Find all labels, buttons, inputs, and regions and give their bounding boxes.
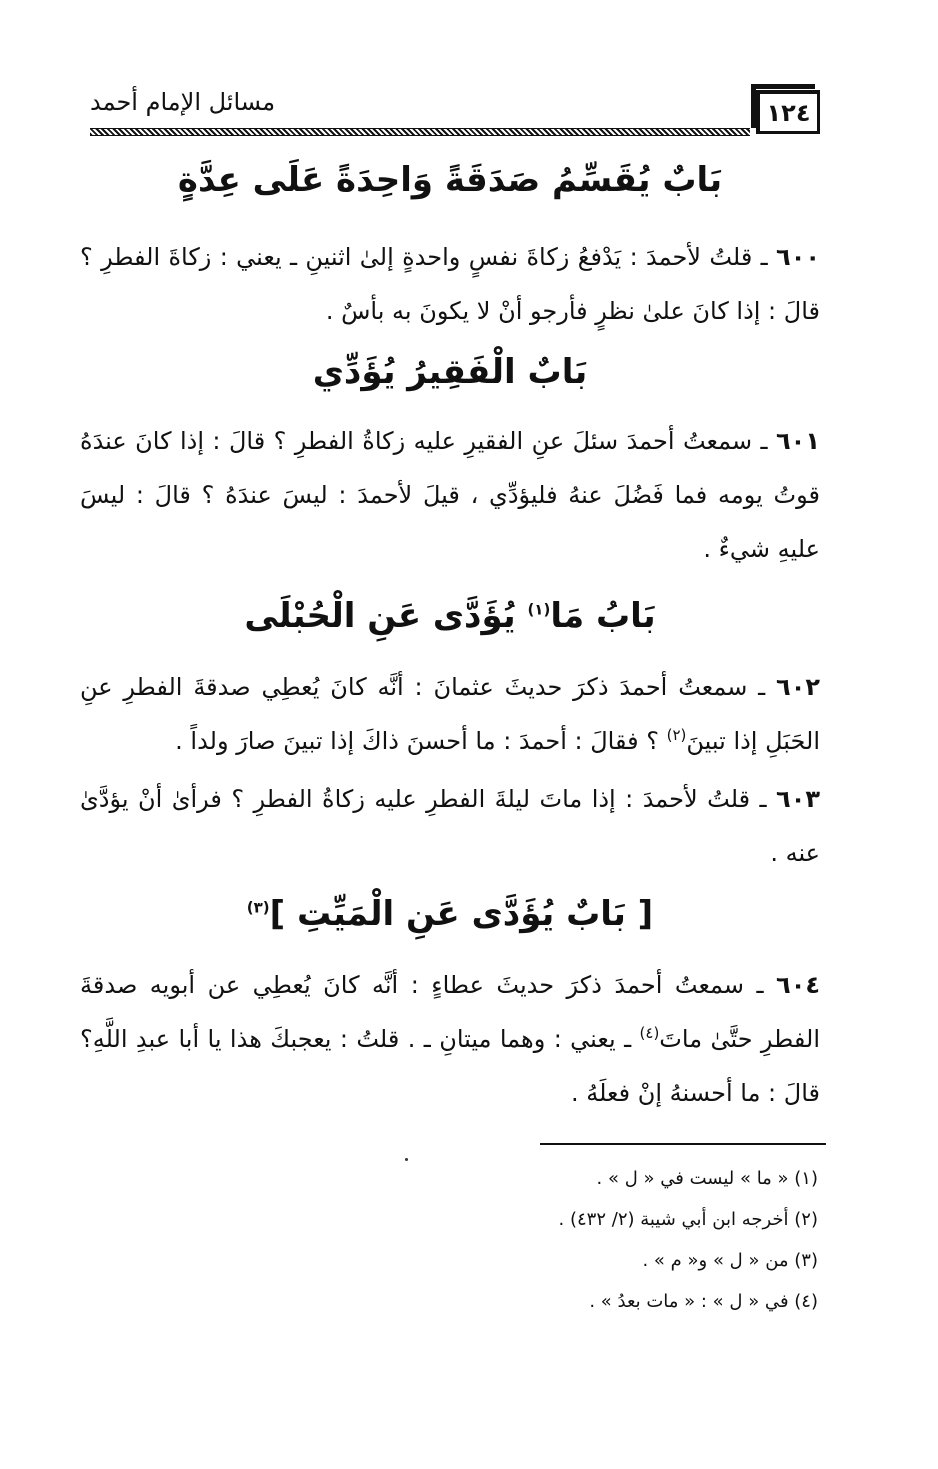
heading-text: [ بَابٌ يُؤَدَّى عَنِ الْمَيِّتِ ]: [269, 894, 654, 934]
issue-text: ـ سمعتُ أحمدَ سئلَ عنِ الفقيرِ عليه زكاةُ الفطرِ ؟ قالَ : إذا كانَ عندَهُ قوتُ يومه فما فَضُلَ عنهُ فليؤدِّي ، قيلَ لأحمدَ : ليسَ عندَهُ ؟ قالَ : ليسَ عليهِ شيءٌ .: [80, 427, 820, 563]
heading-text-rest: يُؤَدَّى عَنِ الْحُبْلَى: [244, 596, 516, 636]
footnote-3: (٣) من « ل » و« م » .: [642, 1250, 818, 1271]
header-rule: [90, 128, 750, 136]
footnote-4: (٤) في « ل » : « مات بعدُ » .: [589, 1291, 818, 1312]
heading-text: بَابُ مَا: [550, 596, 656, 636]
issue-number: ٦٠١: [776, 427, 820, 455]
footnote-marker: (٢): [666, 726, 687, 744]
issue-601: [80, 414, 820, 576]
issue-600: [80, 230, 820, 338]
issue-text: ـ سمعتُ أحمدَ ذكرَ حديثَ عثمانَ : أنَّه كانَ يُعطِي صدقةَ الفطرِ عنِ الحَبَلِ إذا تبينَ: [80, 673, 820, 755]
issue-604: [80, 958, 820, 1120]
book-title: مسائل الإمام أحمد: [90, 88, 276, 116]
issue-603: [80, 772, 820, 880]
footnote-marker: (١): [527, 600, 551, 619]
issue-number: ٦٠٠: [776, 243, 820, 271]
footnote-2: (٢) أخرجه ابن أبي شيبة (٢/ ٤٣٢) .: [558, 1209, 818, 1230]
issue-text: ـ قلتُ لأحمدَ : إذا ماتَ ليلةَ الفطرِ عليه زكاةُ الفطرِ ؟ فرأىٰ أنْ يؤدَّىٰ عنه .: [80, 785, 820, 867]
chapter-heading-4: [80, 894, 820, 935]
issue-text-rest: ؟ فقالَ : أحمدَ : ما أحسنَ ذاكَ إذا تبينَ صارَ ولداً .: [175, 727, 659, 755]
footnote-1: (١) « ما » ليست في « ل » .: [596, 1168, 818, 1189]
running-header: [90, 72, 820, 142]
issue-text-rest: ـ يعني : وهما ميتانِ ـ . قلتُ : يعجبكَ هذا يا أبا عبدِ اللَّهِ؟ قالَ : ما أحسنهُ إنْ فعلَهُ .: [80, 1025, 820, 1107]
issue-text: ـ قلتُ لأحمدَ : يَدْفعُ زكاةَ نفسٍ واحدةٍ إلىٰ اثنينِ ـ يعني : زكاةَ الفطرِ ؟ قالَ : إذا كانَ علىٰ نظرٍ فأرجو أنْ لا يكونَ به بأسٌ .: [80, 243, 820, 325]
footnote-rule: [540, 1143, 826, 1145]
issue-number: ٦٠٢: [776, 673, 820, 701]
footnote-marker: (٤): [639, 1024, 660, 1042]
footnote-marker: (٣): [246, 898, 270, 917]
issue-602: [80, 660, 820, 768]
issue-text: ـ سمعتُ أحمدَ ذكرَ حديثَ عطاءٍ : أنَّه كانَ يُعطِي عن أبويه صدقةَ الفطرِ حتَّىٰ ماتَ: [80, 971, 820, 1053]
issue-number: ٦٠٣: [776, 785, 820, 813]
page-number: ١٢٤: [756, 90, 820, 134]
chapter-heading-1: بَابٌ يُقَسِّمُ صَدَقَةً وَاحِدَةً عَلَى عِدَّةٍ: [177, 160, 723, 200]
issue-number: ٦٠٤: [776, 971, 820, 999]
chapter-heading-3: [80, 596, 820, 637]
footnotes: [258, 1158, 818, 1322]
chapter-heading-2: بَابٌ الْفَقِيرُ يُؤَدِّي: [312, 352, 588, 392]
